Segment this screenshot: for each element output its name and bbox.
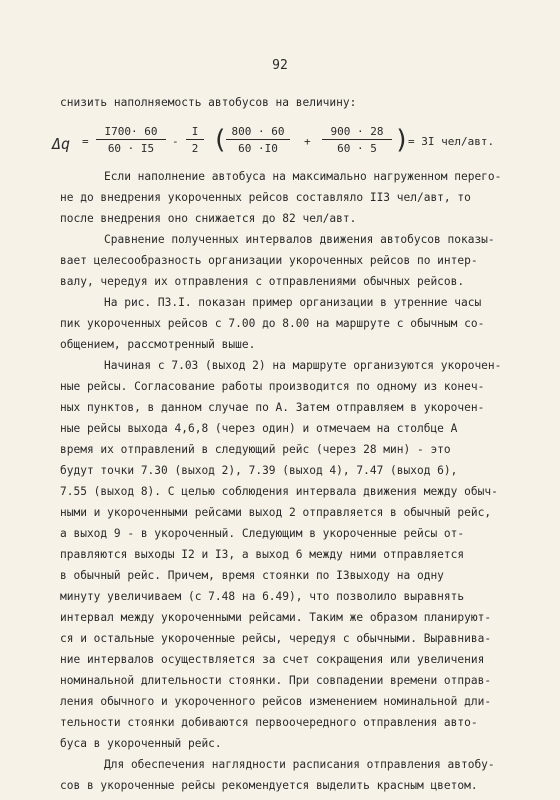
text-line: Для обеспечения наглядности расписания отправления автобу- — [104, 758, 495, 771]
text-line: правляются выходы I2 и I3, а выход 6 между ними отправляется — [60, 548, 465, 561]
text-line: ления обычного и укороченного рейсов изменением номинальной дли- — [60, 695, 492, 708]
intro-line: снизить наполняемость автобусов на величину: — [60, 96, 357, 109]
fraction-2-denominator: 2 — [191, 142, 199, 155]
text-line: будут точки 7.30 (выход 2), 7.39 (выход 4), 7.47 (выход 6), — [60, 464, 458, 477]
formula-fraction-1 — [96, 125, 166, 155]
text-line: после внедрения оно снижается до 82 чел/авт. — [60, 212, 357, 225]
formula-right-paren: ) — [394, 125, 410, 155]
text-line: интервал между укороченными рейсами. Таким же образом планируют- — [60, 611, 492, 624]
fraction-1-numerator: I700· 60 — [104, 125, 158, 138]
text-line: 7.55 (выход 8). С целью соблюдения интервала движения между обыч- — [60, 485, 498, 498]
formula-fraction-3 — [226, 125, 290, 155]
formula-equals: = — [82, 135, 89, 148]
fraction-1-denominator: 60 · I5 — [107, 142, 155, 155]
text-line: Начиная с 7.03 (выход 2) на маршруте организуются укорочен- — [104, 359, 502, 372]
text-line: сов в укороченные рейсы рекомендуется выделить красным цветом. — [60, 779, 478, 792]
formula-plus: + — [304, 135, 311, 148]
text-line: ся и остальные укороченные рейсы, чередуя с обычными. Выравнива- — [60, 632, 492, 645]
text-line: Сравнение полученных интервалов движения автобусов показы- — [104, 233, 495, 246]
text-line: ными и укороченными рейсами выход 2 отправляется в обычный рейс, — [60, 506, 492, 519]
text-line: не до внедрения укороченных рейсов составляло II3 чел/авт, то — [60, 191, 471, 204]
text-line: валу, чередуя их отправления с отправлениями обычных рейсов. — [60, 275, 465, 288]
formula-result: = 3I чел/авт. — [408, 135, 495, 148]
text-line: буса в укороченный рейс. — [60, 737, 222, 750]
text-line: вает целесообразность организации укороченных рейсов по интер- — [60, 254, 478, 267]
fraction-3-numerator: 800 · 60 — [231, 125, 285, 138]
fraction-4-numerator: 900 · 28 — [330, 125, 384, 138]
text-line: ные рейсы. Согласование работы производится по одному из конеч- — [60, 380, 485, 393]
text-line: минуту увеличиваем (с 7.48 на 6.49), что позволило выравнять — [60, 590, 465, 603]
text-line: ные рейсы выхода 4,6,8 (через один) и отмечаем на столбце А — [60, 422, 458, 435]
fraction-4-denominator: 60 · 5 — [337, 142, 377, 155]
text-line: Если наполнение автобуса на максимально нагруженном перего- — [104, 170, 502, 183]
formula-minus: - — [172, 135, 179, 148]
formula-lhs: Δq — [52, 135, 71, 153]
text-line: номинальной длительности стоянки. При совпадении времени отправ- — [60, 674, 492, 687]
fraction-3-denominator: 60 ·I0 — [238, 142, 278, 155]
text-line: ных пунктов, в данном случае по А. Затем отправляем в укорочен- — [60, 401, 485, 414]
formula-left-paren: ( — [212, 125, 228, 155]
formula — [52, 125, 522, 169]
text-line: общением, рассмотренный выше. — [60, 338, 256, 351]
text-line: ние интервалов осуществляется за счет сокращения или увеличения — [60, 653, 485, 666]
text-line: время их отправлений в следующий рейс (через 28 мин) - это — [60, 443, 451, 456]
page-number: 92 — [272, 58, 288, 73]
text-line: тельности стоянки добиваются первоочередного отправления авто- — [60, 716, 478, 729]
text-line: а выход 9 - в укороченный. Следующим в укороченные рейсы от- — [60, 527, 465, 540]
formula-fraction-2 — [186, 125, 204, 155]
text-line: в обычный рейс. Причем, время стоянки по I3выходу на одну — [60, 569, 444, 582]
fraction-2-numerator: I — [191, 125, 199, 138]
formula-fraction-4 — [322, 125, 392, 155]
text-line: пик укороченных рейсов с 7.00 до 8.00 на маршруте с обычным со- — [60, 317, 485, 330]
text-line: На рис. П3.I. показан пример организации в утренние часы — [104, 296, 482, 309]
